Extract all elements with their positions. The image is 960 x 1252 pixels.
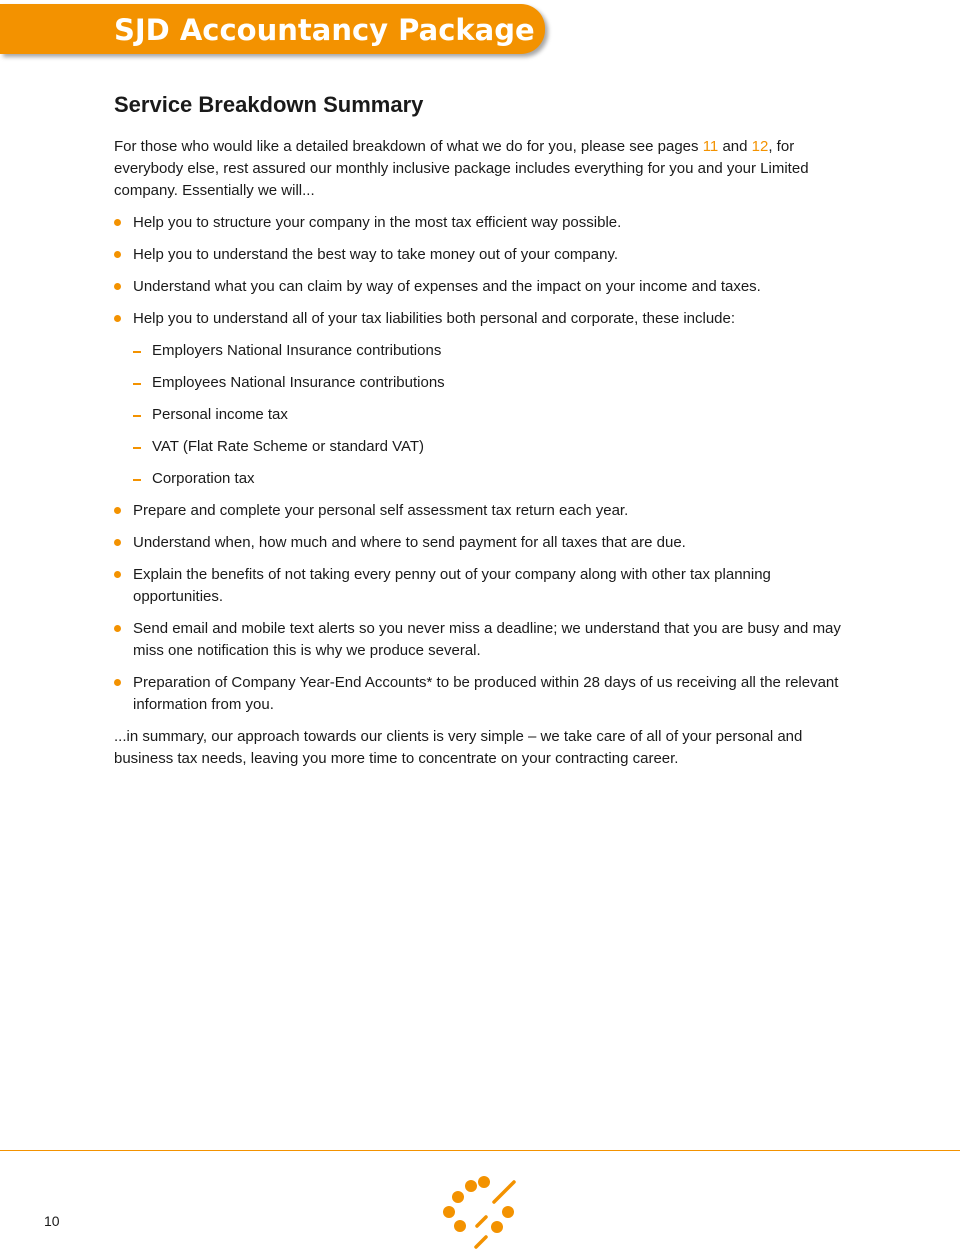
intro-text-end: , for everybody else, rest assured our monthly inclusive package includes everything for you and your Limited company. Essentially we will... xyxy=(114,138,809,199)
tax-liabilities-sublist xyxy=(133,340,844,490)
summary-paragraph: ...in summary, our approach towards our clients is very simple – we take care of all of your personal and business tax needs, leaving you more time to concentrate on your contracting career. xyxy=(114,728,803,767)
dash-icon xyxy=(133,351,141,353)
service-list xyxy=(114,212,844,716)
document-title: SJD Accountancy Package xyxy=(114,13,535,47)
list-item: Help you to understand the best way to take money out of your company. xyxy=(114,244,844,266)
intro-text-start: For those who would like a detailed breakdown of what we do for you, please see pages xyxy=(114,138,703,155)
intro-paragraph xyxy=(114,136,844,202)
bullet-dot-icon xyxy=(114,539,121,546)
list-item: Explain the benefits of not taking every penny out of your company along with other tax planning opportunities. xyxy=(114,564,844,608)
bullet-dot-icon xyxy=(114,679,121,686)
bullet-dot-icon xyxy=(114,283,121,290)
sub-list-item: Corporation tax xyxy=(133,468,844,490)
main-content xyxy=(114,90,844,770)
bullet-dot-icon xyxy=(114,625,121,632)
page-link-11[interactable]: 11 xyxy=(702,138,719,155)
list-item: Understand when, how much and where to send payment for all taxes that are due. xyxy=(114,532,844,554)
intro-and: and xyxy=(718,138,752,155)
dash-icon xyxy=(133,447,141,449)
list-item: Prepare and complete your personal self assessment tax return each year. xyxy=(114,500,844,522)
page-link-12[interactable]: 12 xyxy=(751,138,769,155)
dash-icon xyxy=(133,479,141,481)
sub-list-item: Employers National Insurance contributions xyxy=(133,340,844,362)
list-item: Send email and mobile text alerts so you never miss a deadline; we understand that you are busy and may miss one notification this is why we produce several. xyxy=(114,618,844,662)
header-banner xyxy=(0,4,545,54)
list-item: Help you to structure your company in the most tax efficient way possible. xyxy=(114,212,844,234)
footer-divider xyxy=(0,1150,960,1151)
list-item: Understand what you can claim by way of expenses and the impact on your income and taxes. xyxy=(114,276,844,298)
dash-icon xyxy=(133,383,141,385)
bullet-dot-icon xyxy=(114,251,121,258)
section-title: Service Breakdown Summary xyxy=(114,92,424,117)
sub-list-item: Employees National Insurance contributions xyxy=(133,372,844,394)
sub-list-item: VAT (Flat Rate Scheme or standard VAT) xyxy=(133,436,844,458)
page-number: 10 xyxy=(44,1213,60,1229)
bullet-dot-icon xyxy=(114,571,121,578)
list-item: Preparation of Company Year-End Accounts* to be produced within 28 days of us receiving all the relevant information from you. xyxy=(114,672,844,716)
sub-list-item: Personal income tax xyxy=(133,404,844,426)
bullet-dot-icon xyxy=(114,507,121,514)
sjd-dots-logo-icon xyxy=(440,1174,520,1250)
list-item: Help you to understand all of your tax liabilities both personal and corporate, these include: Employers National Insurance contributions Employees National Insurance contributions Personal income tax VAT (Flat Rate Scheme or standard VAT) Corporation tax xyxy=(114,308,844,490)
bullet-dot-icon xyxy=(114,219,121,226)
dash-icon xyxy=(133,415,141,417)
bullet-dot-icon xyxy=(114,315,121,322)
